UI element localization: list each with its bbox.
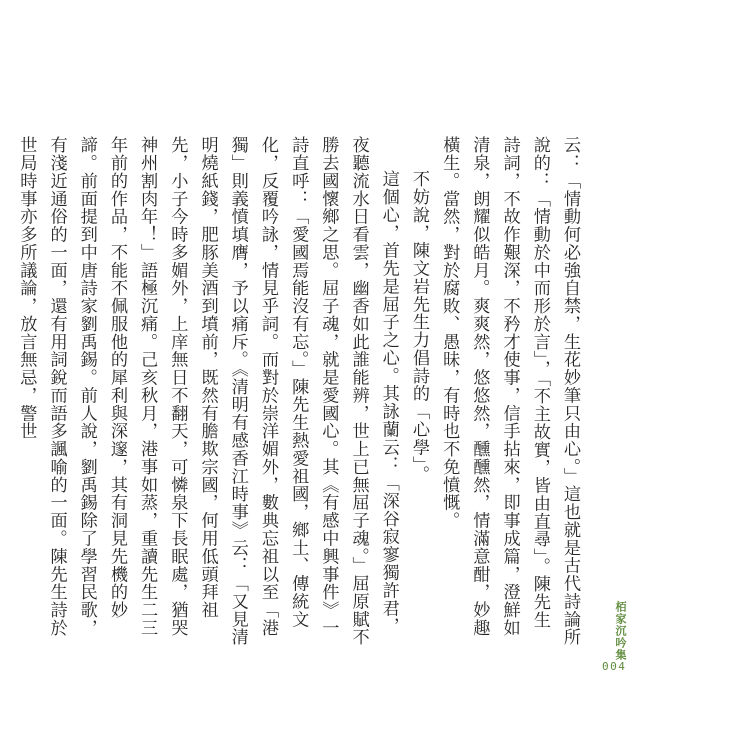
- paragraph-1: 云：「情動何必強自禁，生花妙筆只由心。」這也就是古代詩論所說的：「情動於中而形於言」，「不主故實，皆由直尋」。陳先生詩詞，不故作艱深，不矜才使事，信手拈來，即事成篇，澄鮮如清泉，朗耀似皓月。爽爽然，悠悠然，醺醺然，情滿意酣，妙趣橫生。當然，對於腐敗、愚昧，有時也不免憤慨。: [439, 136, 580, 646]
- paragraph-2: 不妨說，陳文岩先生力倡詩的「心學」。: [408, 170, 429, 484]
- running-title: 栢家沉吟集: [614, 601, 627, 661]
- paragraph-3: 這個心，首先是屈子之心。其詠蘭云：「深谷寂寥獨許君，夜聽流水日看雲，幽香如此誰能辨，世上已無屈子魂。」屈原賦不勝去國懷鄉之思。屈子魂，就是愛國心。其《有感中興事件》一詩直呼：「愛國焉能沒有忘。」陳先生熱愛祖國，鄉土、傳統文化，反覆吟詠，情見乎詞。而對於崇洋媚外，數典忘祖以至「港獨」則義憤填膺，予以痛斥。《清明有感香江時事》云：「又見清明燒紙錢，肥豚美酒到墳前，既然有膽欺宗國，何用低頭拜祖先，小子今時多媚外，上庠無日不翻天，可憐泉下長眠處，猶哭神州割肉年！」語極沉痛。己亥秋月，港事如蒸，重讀先生二三年前的作品，不能不佩服他的犀利與深邃，其有洞見先機的妙諦。前面提到中唐詩家劉禹錫。前人說，劉禹錫除了學習民歌，有淺近通俗的一面，還有用詞銳而語多諷喻的一面。陳先生詩於世局時事亦多所議論，放言無忌，警世: [16, 136, 399, 646]
- body-text: [16, 136, 585, 646]
- page-number: 004: [602, 660, 627, 673]
